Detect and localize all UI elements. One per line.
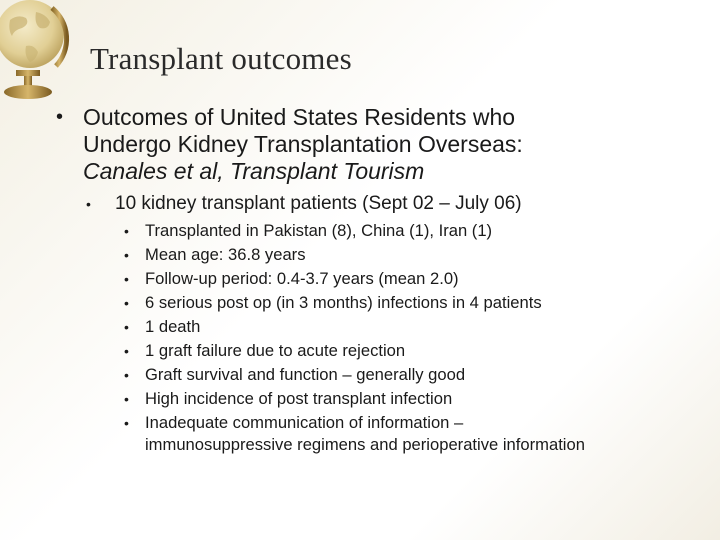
main-bullet-line-2: Undergo Kidney Transplantation Overseas: (83, 131, 523, 157)
bullet-icon: • (124, 223, 129, 239)
list-item: • Inadequate communication of information – immunosuppressive regimens and perioperative information (124, 411, 704, 454)
list-item: • Transplanted in Pakistan (8), China (1), Iran (1) (124, 219, 704, 243)
citation: Canales et al, Transplant Tourism (83, 158, 425, 184)
main-bullet-line-1: Outcomes of United States Residents who (83, 104, 516, 130)
list-item: • 6 serious post op (in 3 months) infections in 4 patients (124, 291, 704, 315)
bullet-icon: • (124, 415, 129, 431)
bullet-icon: • (124, 391, 129, 407)
slide-title: Transplant outcomes (90, 41, 352, 76)
list-item-continuation: immunosuppressive regimens and perioperative information (145, 435, 585, 454)
bullet-icon: • (124, 271, 129, 287)
bullet-icon: • (124, 367, 129, 383)
main-bullet (56, 104, 656, 185)
bullet-icon: • (124, 295, 129, 311)
main-bullet-text (83, 104, 656, 185)
detail-list (124, 219, 704, 454)
list-item: • Mean age: 36.8 years (124, 243, 704, 267)
sub-bullet-text: 10 kidney transplant patients (Sept 02 – July 06) (115, 193, 522, 214)
list-item: • Graft survival and function – generally good (124, 363, 704, 387)
list-item: • High incidence of post transplant infection (124, 387, 704, 411)
list-item: • 1 graft failure due to acute rejection (124, 339, 704, 363)
bullet-icon: • (56, 106, 64, 128)
bullet-icon: • (124, 343, 129, 359)
bullet-icon: • (124, 319, 129, 335)
bullet-icon: • (124, 247, 129, 263)
list-item: • 1 death (124, 315, 704, 339)
globe-decoration (0, 0, 80, 106)
list-item: • Follow-up period: 0.4-3.7 years (mean 2.0) (124, 267, 704, 291)
bullet-icon: • (86, 196, 91, 212)
sub-bullet (86, 192, 686, 216)
